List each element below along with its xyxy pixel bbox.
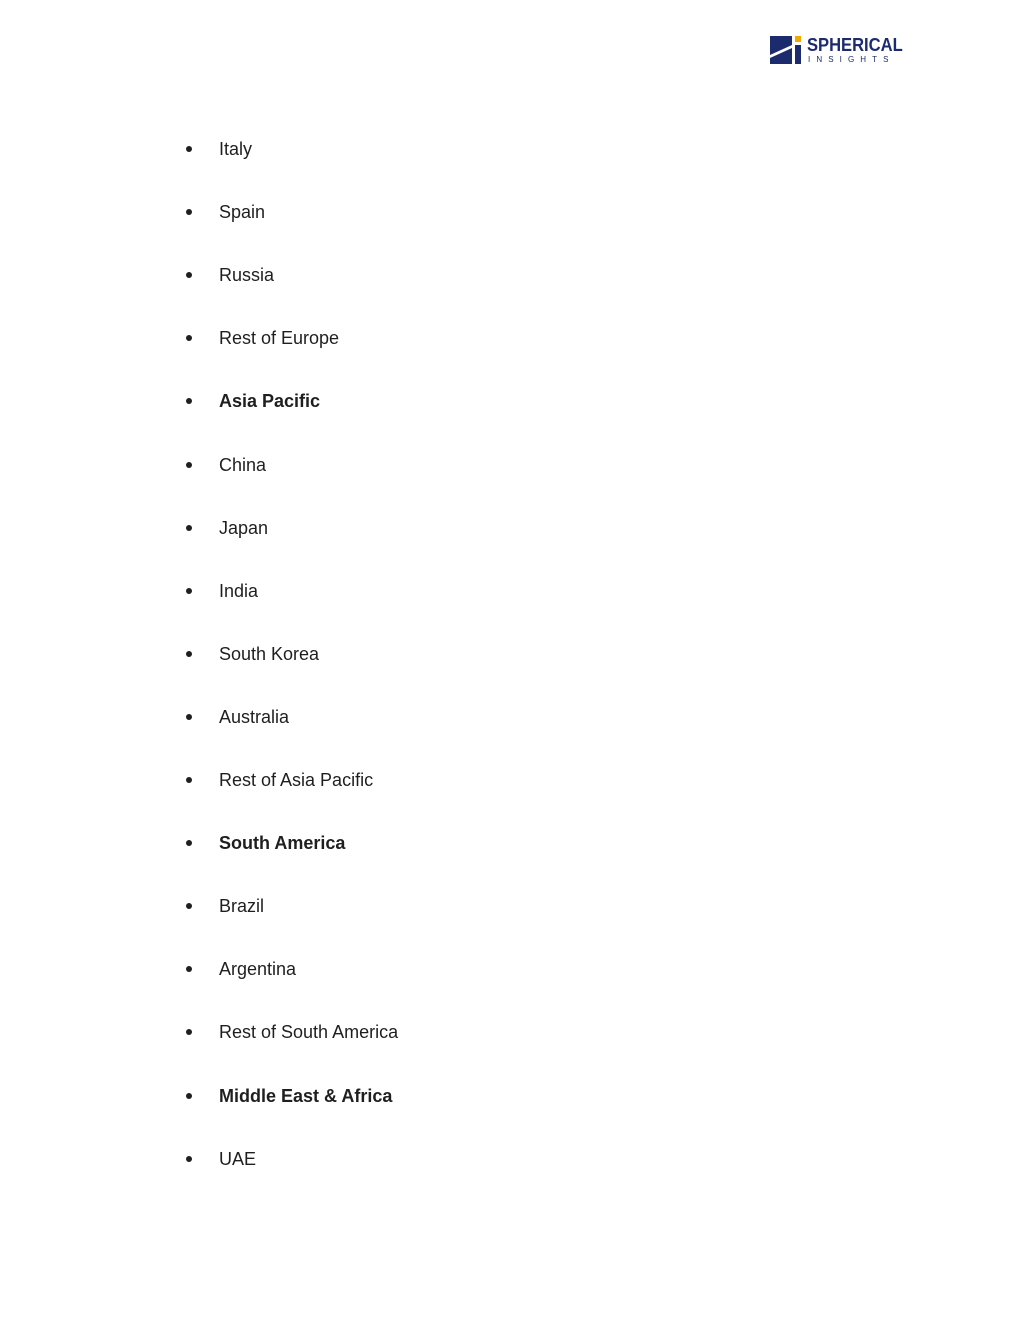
region-label: Australia <box>219 707 290 727</box>
bullet-icon <box>186 1093 192 1099</box>
region-heading: South America <box>219 833 346 853</box>
region-label: Argentina <box>219 959 297 979</box>
bullet-icon <box>186 966 192 972</box>
spherical-insights-logo <box>770 35 903 67</box>
region-label: Brazil <box>219 896 265 916</box>
region-label: Rest of Asia Pacific <box>219 770 374 790</box>
bullet-icon <box>186 272 192 278</box>
region-label: Italy <box>219 139 253 159</box>
region-label: Japan <box>219 518 269 538</box>
region-label: India <box>219 581 259 601</box>
bullet-icon <box>186 1029 192 1035</box>
region-label: Spain <box>219 202 266 222</box>
bullet-icon <box>186 209 192 215</box>
region-label: South Korea <box>219 644 320 664</box>
bullet-icon <box>186 777 192 783</box>
region-label: China <box>219 455 267 475</box>
bullet-icon <box>186 903 192 909</box>
bullet-icon <box>186 146 192 152</box>
bullet-icon <box>186 651 192 657</box>
bullet-icon <box>186 714 192 720</box>
bullet-icon <box>186 462 192 468</box>
bullet-icon <box>186 1156 192 1162</box>
region-label: UAE <box>219 1149 257 1169</box>
bullet-icon <box>186 525 192 531</box>
bullet-icon <box>186 335 192 341</box>
region-label: Russia <box>219 265 275 285</box>
region-label: Rest of Europe <box>219 328 340 348</box>
bullet-icon <box>186 588 192 594</box>
region-heading: Middle East & Africa <box>219 1086 393 1106</box>
bullet-icon <box>186 840 192 846</box>
region-label: Rest of South America <box>219 1022 399 1042</box>
region-heading: Asia Pacific <box>219 391 321 411</box>
logo-wordmark: SPHERICAL <box>807 35 903 55</box>
logo-mark-icon <box>770 36 802 64</box>
logo-tagline: INSIGHTS <box>808 55 895 64</box>
bullet-icon <box>186 398 192 404</box>
